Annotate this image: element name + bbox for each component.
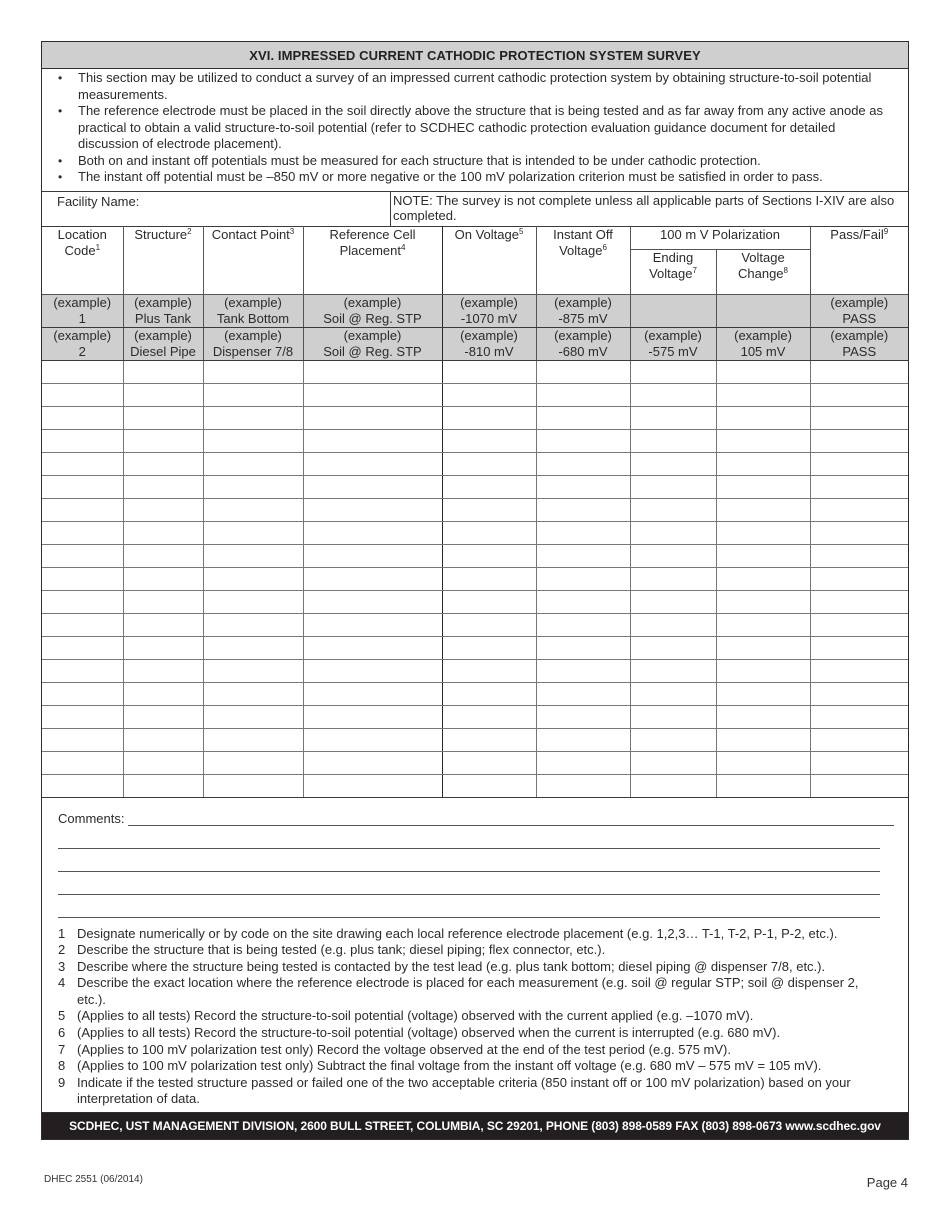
input-cell-pass-fail[interactable] bbox=[810, 475, 908, 498]
input-cell-location-code[interactable] bbox=[42, 774, 123, 797]
table-row bbox=[42, 659, 908, 682]
input-cell-instant-off[interactable] bbox=[536, 613, 630, 636]
input-cell-ending-voltage[interactable] bbox=[630, 406, 716, 429]
table-row bbox=[42, 751, 908, 774]
input-cell-reference-cell[interactable] bbox=[303, 360, 442, 383]
input-cell-on-voltage[interactable] bbox=[442, 774, 536, 797]
input-cell-pass-fail[interactable] bbox=[810, 682, 908, 705]
input-cell-voltage-change[interactable] bbox=[716, 475, 810, 498]
table-row bbox=[42, 728, 908, 751]
cell-reference-cell: (example) Soil @ Reg. STP bbox=[303, 327, 442, 360]
input-cell-instant-off[interactable] bbox=[536, 452, 630, 475]
input-cell-instant-off[interactable] bbox=[536, 567, 630, 590]
input-cell-ending-voltage[interactable] bbox=[630, 429, 716, 452]
input-cell-voltage-change[interactable] bbox=[716, 383, 810, 406]
header-location-code: Location Code$^1$ bbox=[42, 226, 123, 294]
input-cell-voltage-change[interactable] bbox=[716, 659, 810, 682]
input-cell-pass-fail[interactable] bbox=[810, 360, 908, 383]
input-cell-pass-fail[interactable] bbox=[810, 452, 908, 475]
input-cell-contact-point[interactable] bbox=[203, 475, 303, 498]
input-cell-structure[interactable] bbox=[123, 728, 203, 751]
header-ending-voltage: Ending Voltage$^7$ bbox=[630, 249, 716, 294]
input-cell-voltage-change[interactable] bbox=[716, 682, 810, 705]
input-cell-structure[interactable] bbox=[123, 383, 203, 406]
input-cell-pass-fail[interactable] bbox=[810, 383, 908, 406]
facility-name-label: Facility Name: bbox=[57, 193, 140, 209]
input-cell-instant-off[interactable] bbox=[536, 475, 630, 498]
input-cell-location-code[interactable] bbox=[42, 751, 123, 774]
input-cell-instant-off[interactable] bbox=[536, 728, 630, 751]
table-row bbox=[42, 475, 908, 498]
comments-input-line[interactable] bbox=[128, 811, 894, 826]
example-row bbox=[42, 327, 908, 360]
input-cell-instant-off[interactable] bbox=[536, 498, 630, 521]
input-cell-instant-off[interactable] bbox=[536, 636, 630, 659]
cell-structure: (example) Plus Tank bbox=[123, 294, 203, 327]
input-cell-on-voltage[interactable] bbox=[442, 590, 536, 613]
input-cell-instant-off[interactable] bbox=[536, 406, 630, 429]
input-cell-structure[interactable] bbox=[123, 659, 203, 682]
footnote-item: 6 (Applies to all tests) Record the structure-to-soil potential (voltage) observed when the current is interrupted (e.g. 680 mV). bbox=[58, 1025, 781, 1041]
intro-bullet: • The reference electrode must be placed in the soil directly above the structure that is being tested and as far away from any active anode as practical to obtain a valid structure-to-soil potential (refer to SCDHEC cathodic protection evaluation guidance document for detailed discussion of electrode placement). bbox=[58, 103, 898, 153]
footer-contact-bar: SCDHEC, UST MANAGEMENT DIVISION, 2600 BULL STREET, COLUMBIA, SC 29201, PHONE (803) 898-0589 FAX (803) 898-0673 www.scdhec.gov bbox=[42, 1112, 908, 1139]
input-cell-contact-point[interactable] bbox=[203, 659, 303, 682]
footnote-item: 8 (Applies to 100 mV polarization test only) Subtract the final voltage from the instant off voltage (e.g. 680 mV – 575 mV = 105 mV). bbox=[58, 1058, 822, 1074]
facility-row bbox=[42, 191, 908, 226]
input-cell-reference-cell[interactable] bbox=[303, 498, 442, 521]
input-cell-ending-voltage[interactable] bbox=[630, 682, 716, 705]
input-cell-location-code[interactable] bbox=[42, 383, 123, 406]
header-voltage-change: Voltage Change$^8$ bbox=[716, 249, 810, 294]
input-cell-on-voltage[interactable] bbox=[442, 682, 536, 705]
input-cell-reference-cell[interactable] bbox=[303, 682, 442, 705]
header-on-voltage: On Voltage$^5$ bbox=[442, 226, 536, 294]
header-reference-cell: Reference Cell Placement$^4$ bbox=[303, 226, 442, 294]
cell-contact-point: (example) Tank Bottom bbox=[203, 294, 303, 327]
input-cell-location-code[interactable] bbox=[42, 498, 123, 521]
input-cell-contact-point[interactable] bbox=[203, 521, 303, 544]
header-pass-fail: Pass/Fail$^9$ bbox=[810, 226, 908, 294]
example-row bbox=[42, 294, 908, 327]
input-cell-instant-off[interactable] bbox=[536, 705, 630, 728]
cell-instant-off: (example) -875 mV bbox=[536, 294, 630, 327]
table-row bbox=[42, 360, 908, 383]
input-cell-ending-voltage[interactable] bbox=[630, 383, 716, 406]
input-cell-location-code[interactable] bbox=[42, 567, 123, 590]
input-cell-location-code[interactable] bbox=[42, 544, 123, 567]
table-row bbox=[42, 705, 908, 728]
header-structure: Structure$^2$ bbox=[123, 226, 203, 294]
input-cell-pass-fail[interactable] bbox=[810, 406, 908, 429]
intro-bullet: • Both on and instant off potentials must be measured for each structure that is intended to be under cathodic protection. bbox=[58, 153, 898, 170]
input-cell-instant-off[interactable] bbox=[536, 429, 630, 452]
input-cell-on-voltage[interactable] bbox=[442, 429, 536, 452]
input-cell-pass-fail[interactable] bbox=[810, 774, 908, 797]
comments-input-line[interactable] bbox=[58, 826, 880, 849]
input-cell-structure[interactable] bbox=[123, 567, 203, 590]
survey-table bbox=[42, 226, 908, 797]
input-cell-pass-fail[interactable] bbox=[810, 498, 908, 521]
cell-on-voltage: (example) -1070 mV bbox=[442, 294, 536, 327]
input-cell-voltage-change[interactable] bbox=[716, 429, 810, 452]
input-cell-ending-voltage[interactable] bbox=[630, 705, 716, 728]
survey-form bbox=[41, 41, 909, 1140]
input-cell-voltage-change[interactable] bbox=[716, 544, 810, 567]
input-cell-pass-fail[interactable] bbox=[810, 544, 908, 567]
input-cell-structure[interactable] bbox=[123, 429, 203, 452]
input-cell-structure[interactable] bbox=[123, 590, 203, 613]
input-cell-voltage-change[interactable] bbox=[716, 567, 810, 590]
footnotes bbox=[42, 918, 908, 1113]
input-cell-contact-point[interactable] bbox=[203, 360, 303, 383]
input-cell-instant-off[interactable] bbox=[536, 774, 630, 797]
facility-name-field[interactable] bbox=[42, 192, 391, 226]
input-cell-structure[interactable] bbox=[123, 406, 203, 429]
comments-input-line[interactable] bbox=[58, 872, 880, 895]
input-cell-voltage-change[interactable] bbox=[716, 498, 810, 521]
input-cell-ending-voltage[interactable] bbox=[630, 774, 716, 797]
table-row bbox=[42, 567, 908, 590]
input-cell-location-code[interactable] bbox=[42, 452, 123, 475]
input-cell-pass-fail[interactable] bbox=[810, 705, 908, 728]
section-title: XVI. IMPRESSED CURRENT CATHODIC PROTECTION SYSTEM SURVEY bbox=[42, 42, 908, 69]
cell-location-code: (example) 2 bbox=[42, 327, 123, 360]
table-row bbox=[42, 613, 908, 636]
input-cell-reference-cell[interactable] bbox=[303, 590, 442, 613]
table-row bbox=[42, 452, 908, 475]
intro-bullet: • This section may be utilized to conduct a survey of an impressed current cathodic protection system by obtaining structure-to-soil potential measurements. bbox=[58, 70, 898, 103]
table-row bbox=[42, 406, 908, 429]
input-cell-on-voltage[interactable] bbox=[442, 544, 536, 567]
table-row bbox=[42, 590, 908, 613]
input-cell-location-code[interactable] bbox=[42, 360, 123, 383]
input-cell-contact-point[interactable] bbox=[203, 567, 303, 590]
input-cell-reference-cell[interactable] bbox=[303, 728, 442, 751]
input-cell-pass-fail[interactable] bbox=[810, 751, 908, 774]
input-cell-location-code[interactable] bbox=[42, 475, 123, 498]
cell-reference-cell: (example) Soil @ Reg. STP bbox=[303, 294, 442, 327]
footnote-item: 4 Describe the exact location where the reference electrode is placed for each measurement (e.g. soil @ regular STP; soil @ dispenser 2, etc.). bbox=[58, 975, 859, 1007]
header-polarization: 100 m V Polarization bbox=[630, 226, 810, 249]
input-cell-reference-cell[interactable] bbox=[303, 544, 442, 567]
input-cell-ending-voltage[interactable] bbox=[630, 728, 716, 751]
table-row bbox=[42, 498, 908, 521]
cell-on-voltage: (example) -810 mV bbox=[442, 327, 536, 360]
input-cell-voltage-change[interactable] bbox=[716, 705, 810, 728]
input-cell-contact-point[interactable] bbox=[203, 452, 303, 475]
input-cell-pass-fail[interactable] bbox=[810, 567, 908, 590]
input-cell-contact-point[interactable] bbox=[203, 728, 303, 751]
input-cell-pass-fail[interactable] bbox=[810, 728, 908, 751]
input-cell-on-voltage[interactable] bbox=[442, 751, 536, 774]
table-row bbox=[42, 429, 908, 452]
input-cell-ending-voltage[interactable] bbox=[630, 567, 716, 590]
footnote-item: 9 Indicate if the tested structure passed or failed one of the two acceptable criteria (850 instant off or 100 mV polarization) based on your interpretation of data. bbox=[58, 1074, 851, 1107]
header-instant-off: Instant Off Voltage$^6$ bbox=[536, 226, 630, 294]
input-cell-contact-point[interactable] bbox=[203, 774, 303, 797]
footnote-item: 1 Designate numerically or by code on the site drawing each local reference electrode placement (e.g. 1,2,3… T-1, T-2, P-1, P-2, etc.). bbox=[58, 925, 838, 941]
input-cell-structure[interactable] bbox=[123, 613, 203, 636]
input-cell-ending-voltage[interactable] bbox=[630, 659, 716, 682]
input-cell-reference-cell[interactable] bbox=[303, 774, 442, 797]
input-cell-instant-off[interactable] bbox=[536, 682, 630, 705]
input-cell-instant-off[interactable] bbox=[536, 751, 630, 774]
input-cell-reference-cell[interactable] bbox=[303, 659, 442, 682]
input-cell-reference-cell[interactable] bbox=[303, 452, 442, 475]
input-cell-contact-point[interactable] bbox=[203, 682, 303, 705]
input-cell-instant-off[interactable] bbox=[536, 521, 630, 544]
input-cell-voltage-change[interactable] bbox=[716, 751, 810, 774]
input-cell-structure[interactable] bbox=[123, 636, 203, 659]
header-contact-point: Contact Point$^3$ bbox=[203, 226, 303, 294]
input-cell-on-voltage[interactable] bbox=[442, 659, 536, 682]
cell-voltage-change: (example) 105 mV bbox=[716, 327, 810, 360]
footnote-item: 2 Describe the structure that is being tested (e.g. plus tank; diesel piping; flex connector, etc.). bbox=[58, 942, 606, 958]
input-cell-structure[interactable] bbox=[123, 475, 203, 498]
input-cell-reference-cell[interactable] bbox=[303, 475, 442, 498]
input-cell-voltage-change[interactable] bbox=[716, 613, 810, 636]
input-cell-voltage-change[interactable] bbox=[716, 728, 810, 751]
input-cell-ending-voltage[interactable] bbox=[630, 544, 716, 567]
input-cell-contact-point[interactable] bbox=[203, 429, 303, 452]
input-cell-ending-voltage[interactable] bbox=[630, 475, 716, 498]
input-cell-contact-point[interactable] bbox=[203, 498, 303, 521]
input-cell-voltage-change[interactable] bbox=[716, 774, 810, 797]
footnote-item: 7 (Applies to 100 mV polarization test only) Record the voltage observed at the end of the test period (e.g. 575 mV). bbox=[58, 1041, 731, 1057]
cell-ending-voltage: (example) -575 mV bbox=[630, 327, 716, 360]
footnote-item: 3 Describe where the structure being tested is contacted by the test lead (e.g. plus tank bottom; diesel piping @ dispenser 7/8, etc.). bbox=[58, 958, 826, 974]
input-cell-ending-voltage[interactable] bbox=[630, 360, 716, 383]
table-row bbox=[42, 521, 908, 544]
input-cell-ending-voltage[interactable] bbox=[630, 613, 716, 636]
input-cell-reference-cell[interactable] bbox=[303, 521, 442, 544]
table-row bbox=[42, 774, 908, 797]
input-cell-structure[interactable] bbox=[123, 774, 203, 797]
cell-location-code: (example) 1 bbox=[42, 294, 123, 327]
comments-input-line[interactable] bbox=[58, 895, 880, 918]
input-cell-instant-off[interactable] bbox=[536, 383, 630, 406]
cell-voltage-change bbox=[716, 294, 810, 327]
input-cell-ending-voltage[interactable] bbox=[630, 751, 716, 774]
input-cell-structure[interactable] bbox=[123, 521, 203, 544]
input-cell-pass-fail[interactable] bbox=[810, 613, 908, 636]
input-cell-instant-off[interactable] bbox=[536, 590, 630, 613]
input-cell-location-code[interactable] bbox=[42, 429, 123, 452]
table-row bbox=[42, 383, 908, 406]
input-cell-pass-fail[interactable] bbox=[810, 429, 908, 452]
input-cell-contact-point[interactable] bbox=[203, 544, 303, 567]
input-cell-contact-point[interactable] bbox=[203, 383, 303, 406]
input-cell-reference-cell[interactable] bbox=[303, 429, 442, 452]
input-cell-ending-voltage[interactable] bbox=[630, 498, 716, 521]
input-cell-contact-point[interactable] bbox=[203, 636, 303, 659]
input-cell-location-code[interactable] bbox=[42, 521, 123, 544]
input-cell-on-voltage[interactable] bbox=[442, 406, 536, 429]
table-row bbox=[42, 636, 908, 659]
footnote-item: 5 (Applies to all tests) Record the structure-to-soil potential (voltage) observed with the current applied (e.g. –1070 mV). bbox=[58, 1008, 754, 1024]
input-cell-voltage-change[interactable] bbox=[716, 521, 810, 544]
completion-note: NOTE: The survey is not complete unless all applicable parts of Sections I-XIV are also completed. bbox=[393, 192, 895, 223]
input-cell-location-code[interactable] bbox=[42, 613, 123, 636]
input-cell-voltage-change[interactable] bbox=[716, 636, 810, 659]
input-cell-location-code[interactable] bbox=[42, 636, 123, 659]
input-cell-reference-cell[interactable] bbox=[303, 406, 442, 429]
cell-structure: (example) Diesel Pipe bbox=[123, 327, 203, 360]
input-cell-location-code[interactable] bbox=[42, 728, 123, 751]
input-cell-contact-point[interactable] bbox=[203, 406, 303, 429]
input-cell-on-voltage[interactable] bbox=[442, 567, 536, 590]
input-cell-reference-cell[interactable] bbox=[303, 567, 442, 590]
input-cell-instant-off[interactable] bbox=[536, 544, 630, 567]
input-cell-structure[interactable] bbox=[123, 452, 203, 475]
input-cell-reference-cell[interactable] bbox=[303, 751, 442, 774]
input-cell-ending-voltage[interactable] bbox=[630, 452, 716, 475]
input-cell-reference-cell[interactable] bbox=[303, 383, 442, 406]
input-cell-on-voltage[interactable] bbox=[442, 613, 536, 636]
input-cell-on-voltage[interactable] bbox=[442, 521, 536, 544]
cell-pass-fail: (example) PASS bbox=[810, 327, 908, 360]
input-cell-contact-point[interactable] bbox=[203, 590, 303, 613]
input-cell-ending-voltage[interactable] bbox=[630, 590, 716, 613]
input-cell-structure[interactable] bbox=[123, 498, 203, 521]
cell-pass-fail: (example) PASS bbox=[810, 294, 908, 327]
form-id: DHEC 2551 (06/2014) bbox=[44, 1174, 143, 1185]
input-cell-ending-voltage[interactable] bbox=[630, 636, 716, 659]
input-cell-voltage-change[interactable] bbox=[716, 452, 810, 475]
input-cell-voltage-change[interactable] bbox=[716, 406, 810, 429]
cell-ending-voltage bbox=[630, 294, 716, 327]
input-cell-pass-fail[interactable] bbox=[810, 521, 908, 544]
input-cell-contact-point[interactable] bbox=[203, 751, 303, 774]
intro-bullet: • The instant off potential must be –850 mV or more negative or the 100 mV polarization criterion must be satisfied in order to pass. bbox=[58, 169, 898, 186]
input-cell-location-code[interactable] bbox=[42, 406, 123, 429]
input-cell-on-voltage[interactable] bbox=[442, 498, 536, 521]
input-cell-structure[interactable] bbox=[123, 360, 203, 383]
input-cell-on-voltage[interactable] bbox=[442, 705, 536, 728]
input-cell-on-voltage[interactable] bbox=[442, 636, 536, 659]
input-cell-on-voltage[interactable] bbox=[442, 728, 536, 751]
comments-label: Comments: bbox=[58, 810, 125, 826]
intro-instructions bbox=[42, 69, 908, 191]
input-cell-contact-point[interactable] bbox=[203, 705, 303, 728]
input-cell-structure[interactable] bbox=[123, 682, 203, 705]
input-cell-location-code[interactable] bbox=[42, 659, 123, 682]
cell-contact-point: (example) Dispenser 7/8 bbox=[203, 327, 303, 360]
input-cell-ending-voltage[interactable] bbox=[630, 521, 716, 544]
input-cell-voltage-change[interactable] bbox=[716, 590, 810, 613]
input-cell-instant-off[interactable] bbox=[536, 360, 630, 383]
input-cell-on-voltage[interactable] bbox=[442, 360, 536, 383]
table-row bbox=[42, 544, 908, 567]
input-cell-location-code[interactable] bbox=[42, 682, 123, 705]
input-cell-on-voltage[interactable] bbox=[442, 383, 536, 406]
input-cell-pass-fail[interactable] bbox=[810, 636, 908, 659]
page-number: Page 4 bbox=[866, 1175, 908, 1190]
input-cell-reference-cell[interactable] bbox=[303, 705, 442, 728]
input-cell-on-voltage[interactable] bbox=[442, 452, 536, 475]
input-cell-contact-point[interactable] bbox=[203, 613, 303, 636]
input-cell-structure[interactable] bbox=[123, 544, 203, 567]
table-row bbox=[42, 682, 908, 705]
input-cell-reference-cell[interactable] bbox=[303, 636, 442, 659]
input-cell-voltage-change[interactable] bbox=[716, 360, 810, 383]
input-cell-location-code[interactable] bbox=[42, 590, 123, 613]
comments-input-line[interactable] bbox=[58, 849, 880, 872]
input-cell-structure[interactable] bbox=[123, 751, 203, 774]
comments-section bbox=[42, 797, 908, 918]
input-cell-reference-cell[interactable] bbox=[303, 613, 442, 636]
input-cell-location-code[interactable] bbox=[42, 705, 123, 728]
input-cell-pass-fail[interactable] bbox=[810, 590, 908, 613]
cell-instant-off: (example) -680 mV bbox=[536, 327, 630, 360]
input-cell-on-voltage[interactable] bbox=[442, 475, 536, 498]
input-cell-structure[interactable] bbox=[123, 705, 203, 728]
input-cell-pass-fail[interactable] bbox=[810, 659, 908, 682]
input-cell-instant-off[interactable] bbox=[536, 659, 630, 682]
